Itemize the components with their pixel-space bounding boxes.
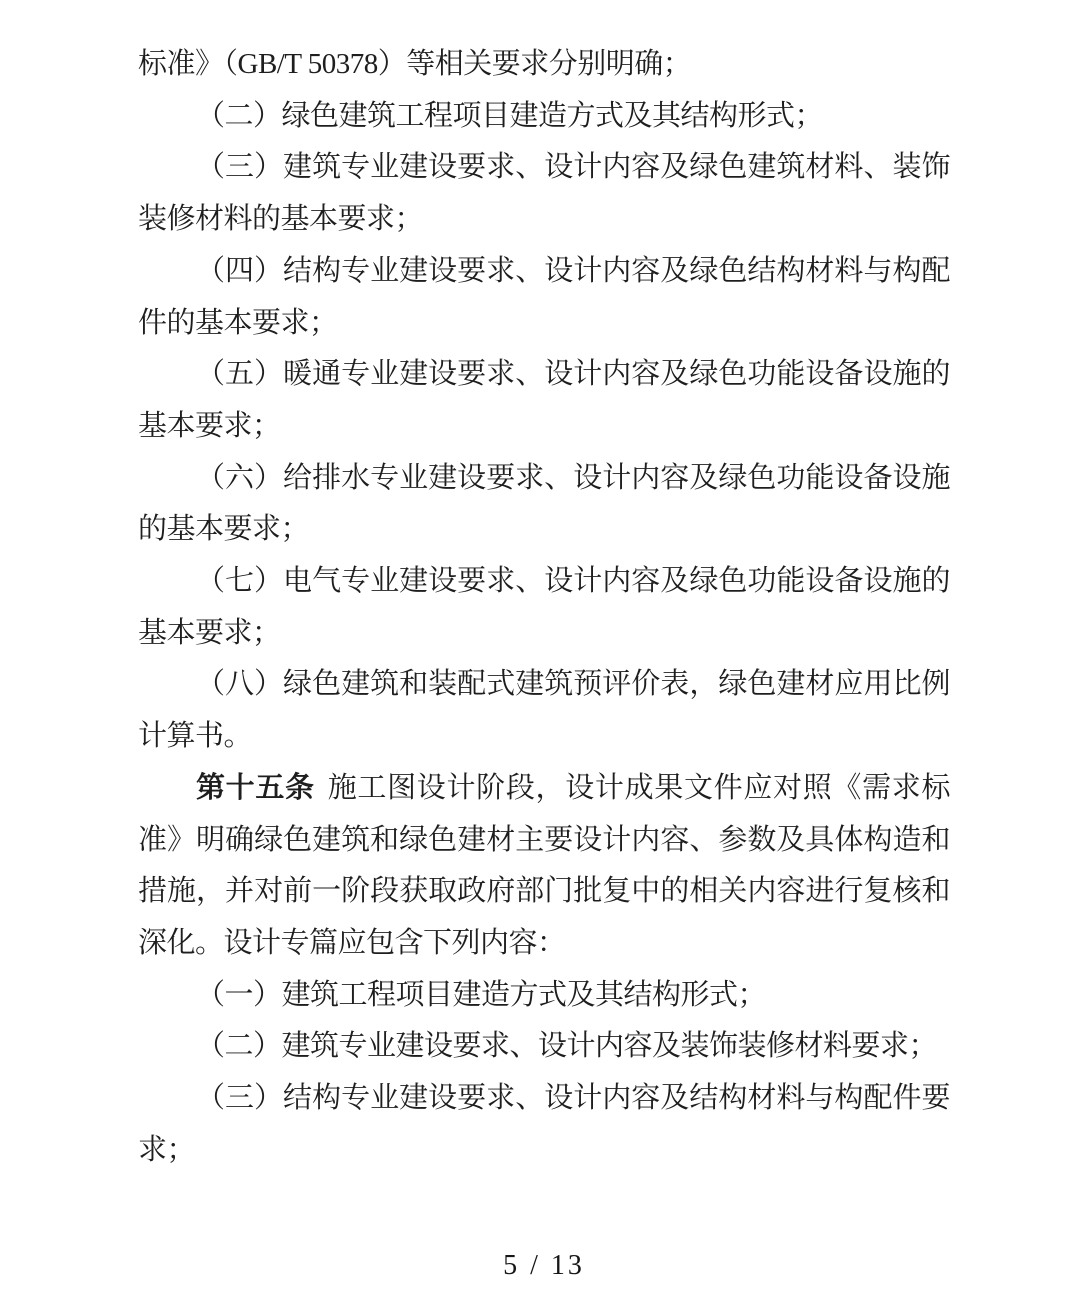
text-line: 深化。设计专篇应包含下列内容：: [138, 926, 566, 959]
text-line: （八）绿色建筑和装配式建筑预评价表，绿色建材应用比例: [196, 668, 950, 701]
text-line: 件的基本要求；: [138, 306, 338, 339]
text-line: （三）建筑专业建设要求、设计内容及绿色建筑材料、装饰: [196, 151, 950, 184]
text-line: （二）建筑专业建设要求、设计内容及装饰装修材料要求；: [196, 1030, 938, 1063]
article-number: 第十五条: [196, 771, 315, 804]
text-line: （七）电气专业建设要求、设计内容及绿色功能设备设施的: [196, 565, 950, 598]
page-number: 5 / 13: [503, 1250, 585, 1281]
text-line: 的基本要求；: [138, 513, 310, 546]
text-line: 求；: [138, 1133, 196, 1166]
text-line: 标准》（GB/T 50378）等相关要求分别明确；: [138, 48, 692, 80]
text-line: （一）建筑工程项目建造方式及其结构形式；: [196, 978, 767, 1011]
text-line: （二）绿色建筑工程项目建造方式及其结构形式；: [196, 99, 824, 132]
text-line: 基本要求；: [138, 616, 281, 649]
text-line: [138, 763, 950, 815]
text-line: 基本要求；: [138, 409, 281, 442]
text-line: 措施，并对前一阶段获取政府部门批复中的相关内容进行复核和: [138, 875, 950, 908]
text-line: 准》明确绿色建筑和绿色建材主要设计内容、参数及具体构造和: [138, 823, 950, 856]
text-line: 装修材料的基本要求；: [138, 203, 424, 236]
text-line-content: 施工图设计阶段，设计成果文件应对照《需求标: [327, 771, 950, 804]
text-line: 计算书。: [138, 720, 253, 753]
text-line: （三）结构专业建设要求、设计内容及结构材料与构配件要: [196, 1082, 950, 1115]
text-line: （五）暖通专业建设要求、设计内容及绿色功能设备设施的: [196, 358, 950, 391]
document-body: [138, 39, 950, 1176]
text-line: （四）结构专业建设要求、设计内容及绿色结构材料与构配: [196, 254, 950, 287]
text-line: （六）给排水专业建设要求、设计内容及绿色功能设备设施: [196, 461, 950, 494]
